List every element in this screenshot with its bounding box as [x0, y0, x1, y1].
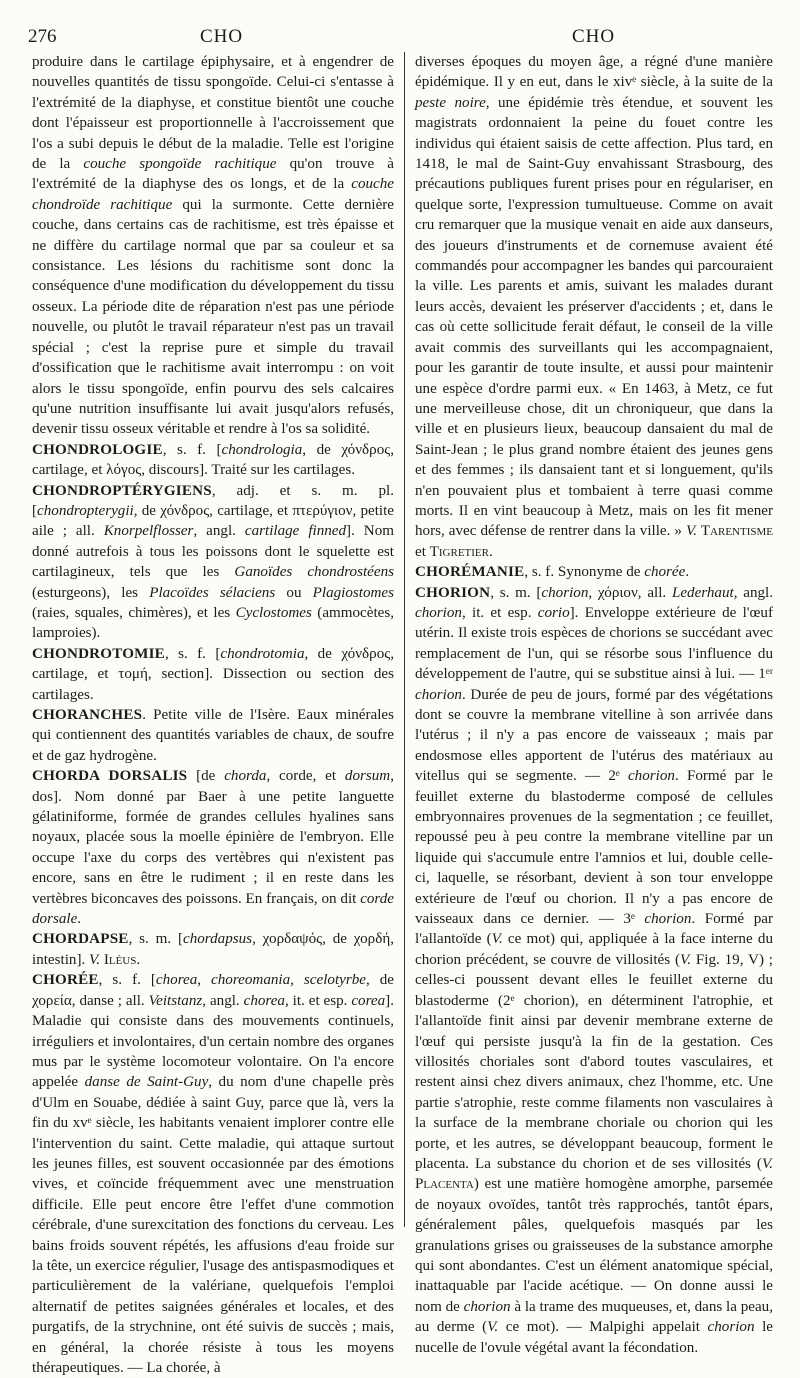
cross-reference: Placenta — [415, 1176, 474, 1193]
entry-term: CHORÉMANIE — [415, 564, 525, 581]
right-column — [415, 52, 773, 1358]
entry-choree: CHORÉE, s. f. [chorea, choreomania, scelotyrbe, de χορεία, danse ; all. Veitstanz, angl. chorea, it. et esp. corea]. Maladie qui consiste dans des mouvements continuels, irréguliers et involontaires, d'un certain nombre des organes mus par le système locomoteur volontaire. On l'a encore appelée danse de Saint-Guy, du nom d'une chapelle près d'Ulm en Souabe, dédiée à saint Guy, parce que là, vers la fin du xvᵉ siècle, les habitants venaient implorer contre elle l'intervention du saint. Cette maladie, qui attaque surtout les jeunes filles, est souvent occasionnée par des émotions vives, et coïncide fréquemment avec une menstruation difficile. Elle peut encore être l'effet d'une commotion cérébrale, d'une surexcitation des fonctions du cerveau. Les bains froids souvent répétés, les affusions d'eau froide sur la tête, un exercice régulier, l'usage des antispasmodiques et particulièrement de la valériane, quelquefois l'emploi alternatif de petites saignées générales et locales, et des purgatifs, de la strychnine, ont été suivis de succès ; mais, en général, la chorée résiste à tous les moyens thérapeutiques. — La chorée, à — [32, 972, 395, 1376]
entry-chordapse: CHORDAPSE, s. m. [chordapsus, χορδαψός, de χορδή, intestin]. V. Iléus. — [32, 931, 394, 968]
entry-term: CHORDA DORSALIS — [32, 768, 188, 785]
column-divider — [404, 52, 405, 1227]
cross-reference: Iléus — [100, 951, 137, 968]
page-number: 276 — [28, 26, 57, 47]
paragraph-rachitisme-end: produire dans le cartilage épiphysaire, et à engendrer de nouvelles quantités de tissu spongoïde. Celui-ci s'entasse à l'extrémité de la diaphyse, et constitue bientôt une couche dont l'épaisseur est proportionnelle à l'accroissement que l'os a subi depuis le début de la maladie. Telle est l'origine de la couche spongoïde rachitique qu'on trouve à l'extrémité de la diaphyse des os longs, et de la couche chondroïde rachitique qui la surmonte. Cette dernière couche, dans certains cas de rachitisme, est très épaisse et ne diffère du cartilage normal que par sa couleur et sa consistance. Les lésions du rachitisme sont donc la conséquence d'une modification du développement du tissu osseux. La période dite de réparation n'est pas une période nouvelle, ou plutôt le travail réparateur n'est pas un travail spécial ; c'est la reprise pure et simple du travail d'ossification que le rachitisme avait interrompu : on voit alors le tissu spongoïde, enfin pourvu des sels calcaires qu'une nutrition insuffisante lui avait jusqu'alors refusés, devenir tissu osseux véritable et rendre à l'os sa solidité. — [32, 54, 394, 438]
header-right-title: CHO — [572, 26, 616, 47]
header-left-title: CHO — [200, 26, 244, 47]
entry-choranches: CHORANCHES. Petite ville de l'Isère. Eaux minérales qui contiennent des quantités variables de chaux, de soufre et de gaz hydrogène. — [32, 707, 394, 764]
entry-term: CHONDROLOGIE — [32, 441, 163, 458]
entry-term: CHONDROPTÉRYGIENS — [32, 482, 212, 499]
entry-term: CHORÉE — [32, 972, 99, 989]
entry-term: CHORDAPSE — [32, 931, 129, 948]
entry-term: CHORION — [415, 584, 491, 601]
running-header — [0, 20, 800, 52]
entry-chorion: CHORION, s. m. [chorion, χόριον, all. Lederhaut, angl. chorion, it. et esp. corio]. Enveloppe extérieure de l'œuf utérin. Il existe trois espèces de chorions se succédant avec remplacement de l'un, qui se résorbe sous l'influence du développement de l'autre, qui se substitue ainsi à lui. — 1ᵉʳ chorion. Durée de peu de jours, formé par des végétations dont se couvre la membrane vitelline à son arrivée dans l'utérus ; il n'y a pas encore de vaisseaux ; mais par endosmose elles apportent de l'utérus des matériaux au vitellus qui se segmente. — 2ᵉ chorion. Formé par le feuillet externe du blastoderme composé de cellules embryonnaires provenues de la segmentation ; ce feuillet, repoussé peu à peu contre la membrane vitelline par un liquide qui s'accumule entre l'amnios et lui, double celle-ci, laquelle, se résorbant, devient à son tour enveloppe extérieure de l'œuf ou chorion. Il n'y a pas encore de vaisseaux dans ce dernier. — 3ᵉ chorion. Formé par l'allantoïde (V. ce mot) qui, appliquée à la face interne du chorion précédent, se couvre de villosités (V. Fig. 19, V) ; celles-ci poussent devant elles le feuillet externe du blastoderme (2ᵉ chorion), en déterminent l'atrophie, et l'allantoïde finit ainsi par devenir membrane externe de l'œuf qui persiste jusqu'à la fin de la gestation. Ces villosités choriales sont d'abord toutes vasculaires, et restent ainsi chez divers animaux, chez l'homme, etc. Une partie s'atrophie, reste comme filaments non vasculaires à la surface de la membrane choriale ou chorion qui les porte, et les autres, se développant beaucoup, forment le placenta. La substance du chorion et de ses villosités (V. Placenta) est une matière homogène amorphe, parsemée de noyaux ovoïdes, tantôt très rapprochés, tantôt épars, généralement pâles, quelquefois masqués par les granulations grises ou graisseuses de la substance amorphe qui sont abondantes. C'est un élément anatomique spécial, inattaquable par l'acide acétique. — On donne aussi le nom de chorion à la trame des muqueuses, et, dans la peau, au derme (V. ce mot). — Malpighi appelait chorion le nucelle de l'ovule végétal avant la fécondation. — [415, 584, 774, 1356]
entry-chorda-dorsalis: CHORDA DORSALIS [de chorda, corde, et dorsum, dos]. Nom donné par Baer à une petite languette gélatiniforme, formée de grandes cellules hyalines sans noyaux, placée sous la moelle épinière de l'embryon. Elle occupe l'axe du corps des vertèbres qui n'existent pas encore, sans en être le rudiment ; il en reste dans les vertèbres biconcaves des poissons. En français, on dit corde dorsale. — [32, 768, 394, 928]
cross-reference: Tigretier — [429, 543, 489, 560]
entry-chondrotomie: CHONDROTOMIE, s. f. [chondrotomia, de χόνδρος, cartilage, et τομή, section]. Dissection ou section des cartilages. — [32, 645, 394, 703]
cross-reference: Tarentisme — [697, 523, 773, 540]
left-column — [32, 52, 394, 1378]
entry-term: CHONDROTOMIE — [32, 645, 165, 662]
entry-chondrologie: CHONDROLOGIE, s. f. [chondrologia, de χόνδρος, cartilage, et λόγος, discours]. Traité sur les cartilages. — [32, 441, 394, 479]
entry-chondropterygiens: CHONDROPTÉRYGIENS, adj. et s. m. pl. [chondropterygii, de χόνδρος, cartilage, et πτερύγιον, petite aile ; all. Knorpelflosser, angl. cartilage finned]. Nom donné autrefois à tous les poissons dont le squelette est cartilagineux, tels que les Ganoïdes chondrostéens (esturgeons), les Placoïdes sélaciens ou Plagiostomes (raies, squales, chimères), et les Cyclostomes (ammocètes, lamproies). — [32, 482, 395, 642]
paragraph-choree-continued: diverses époques du moyen âge, a régné d'une manière épidémique. Il y en eut, dans le xivᵉ siècle, à la suite de la peste noire, une épidémie très étendue, et souvent les magistrats ordonnaient la peine du fouet contre les individus qui étaient saisis de cette affection. Plus tard, en 1418, le mal de Saint-Guy envahissant Strasbourg, des précautions publiques furent prises pour en régulariser, en quelque sorte, l'expression tumultueuse. Comme on avait cru remarquer que la musique venait en aide aux danseurs, des joueurs d'instruments et de cornemuse avaient été commandés pour accompagner les bandes qui parcouraient la ville. Les parents et amis, suivant les malades durant leurs accès, devaient les préserver d'accidents ; et, dans le cas où cette sollicitude ferait défaut, le conseil de la ville avait commis des surveillants qui les accompagnaient, pour les garantir de toute insulte, et aussi pour maintenir une espèce d'ordre parmi eux. « En 1463, à Metz, ce fut une merveilleuse chose, dit un chroniqueur, que dans la ville et en plusieurs lieux, beaucoup dansaient du mal de Saint-Jean ; le plus grand nombre étaient des jeunes gens et des femmes ; ils dansaient tant et si longuement, qu'ils n'en pouvaient plus et tombaient à terre quasi comme morts. Il en vint beaucoup à Metz, mais on les fit mener hors, avec défense de rentrer dans la ville. » V. Tarentisme et Tigretier. — [415, 54, 773, 560]
entry-term: CHORANCHES — [32, 707, 143, 723]
entry-choremanie: CHORÉMANIE, s. f. Synonyme de chorée. — [415, 564, 690, 581]
